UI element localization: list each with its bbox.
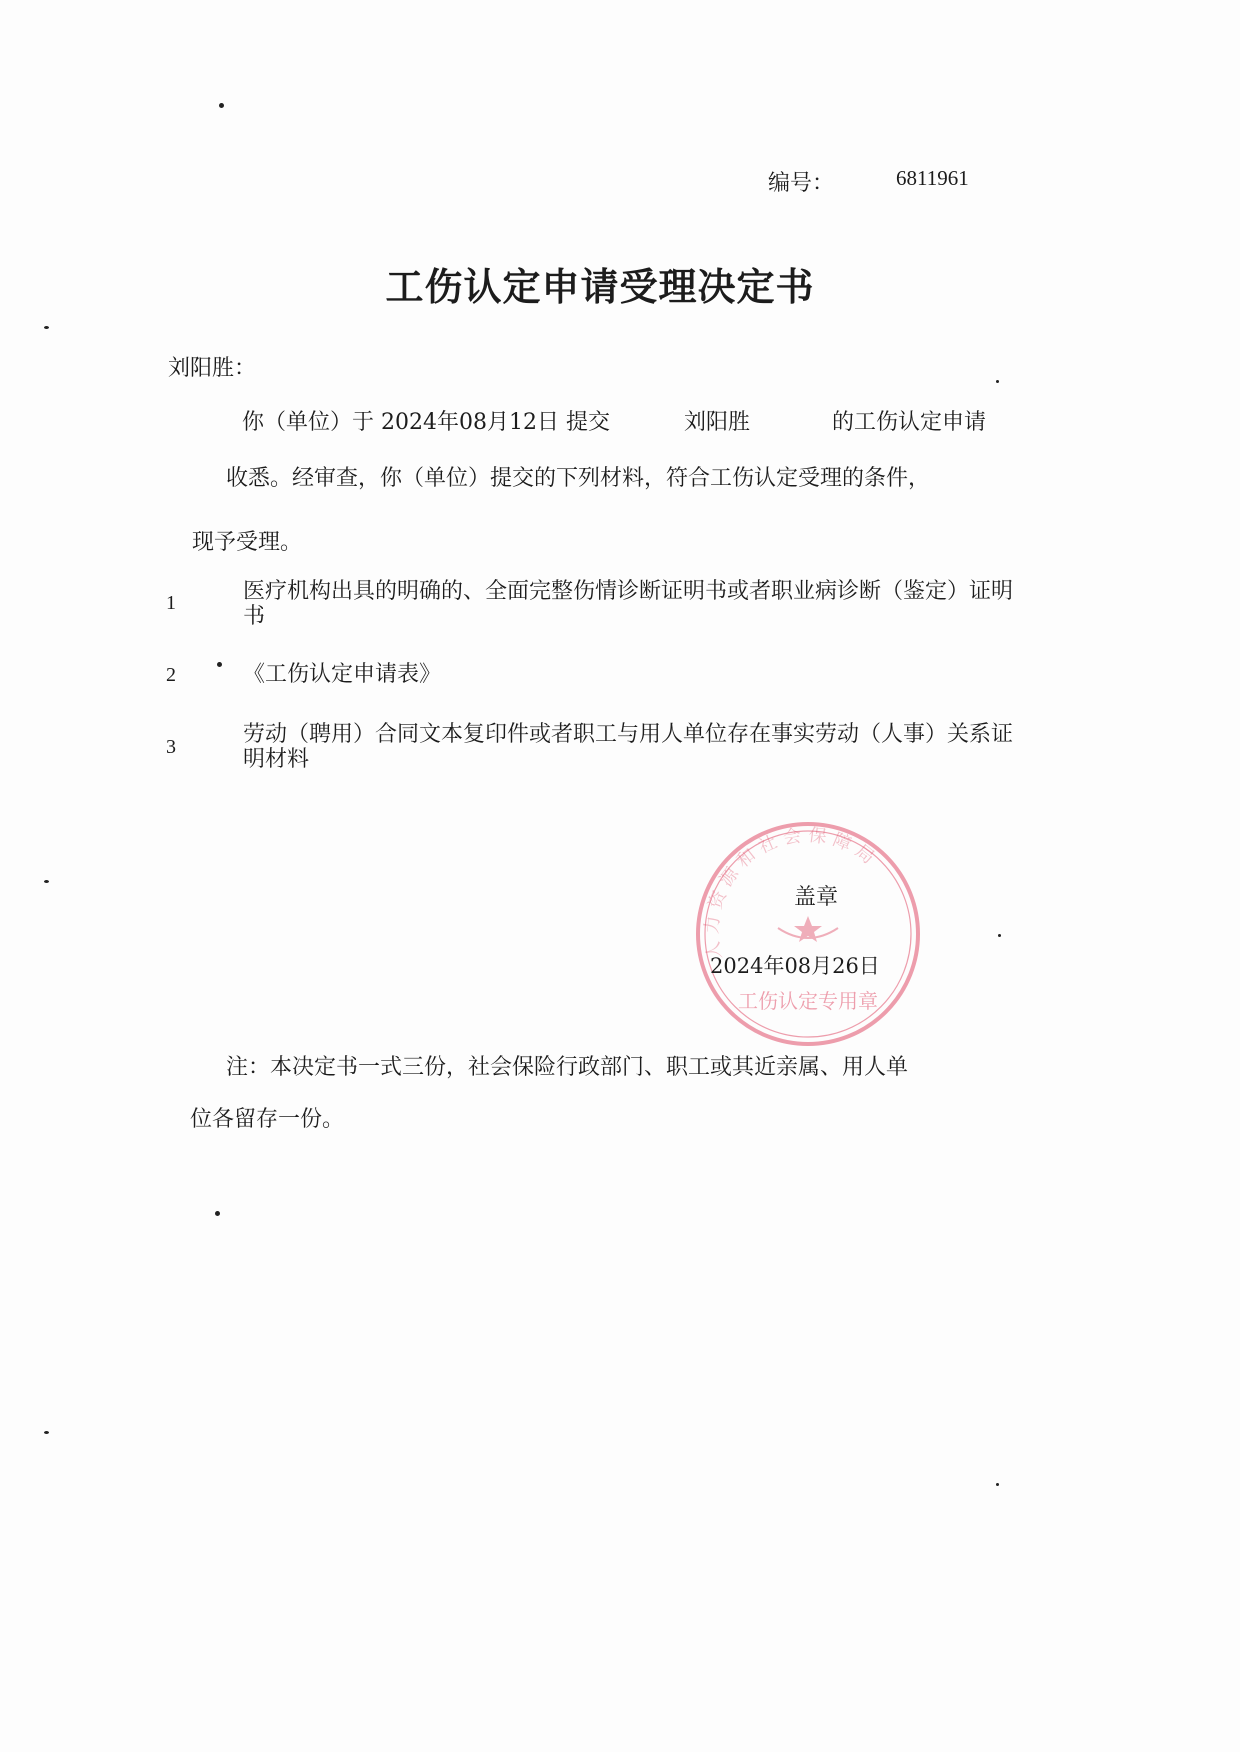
official-seal	[692, 818, 924, 1050]
material-text: 医疗机构出具的明确的、全面完整伤情诊断证明书或者职业病诊断（鉴定）证明书	[243, 579, 1014, 629]
addressee: 刘阳胜：	[168, 356, 257, 381]
note-line-2: 位各留存一份。	[190, 1107, 345, 1132]
svg-text:人力资源和社会保障局: 人力资源和社会保障局	[701, 824, 883, 962]
scan-speck	[44, 326, 49, 329]
seal-label: 盖章	[794, 885, 839, 910]
scan-speck	[996, 380, 999, 383]
material-text: 劳动（聘用）合同文本复印件或者职工与用人单位存在事实劳动（人事）关系证明材料	[243, 722, 1014, 772]
seal-stamp-text: 工伤认定专用章	[738, 989, 878, 1013]
material-number: 2	[166, 664, 176, 686]
scan-speck	[215, 1211, 220, 1216]
scan-speck	[44, 1431, 49, 1434]
document-title: 工伤认定申请受理决定书	[385, 265, 815, 309]
material-text: 《工伤认定申请表》	[243, 662, 442, 687]
scan-speck	[219, 103, 224, 108]
decision-date: 2024年08月26日	[710, 954, 880, 978]
body-line-3: 现予受理。	[192, 530, 303, 555]
material-number: 3	[166, 736, 176, 758]
doc-number-label: 编号：	[768, 171, 835, 196]
material-number: 1	[166, 592, 176, 614]
note-line-1: 注：本决定书一式三份，社会保险行政部门、职工或其近亲属、用人单	[226, 1055, 909, 1080]
scan-speck	[998, 934, 1001, 937]
applicant-name: 刘阳胜	[684, 410, 751, 435]
scan-speck	[217, 662, 222, 667]
doc-number-value: 6811961	[896, 166, 969, 190]
scan-speck	[44, 880, 49, 883]
body-line-1-prefix: 你（单位）于 2024年08月12日 提交	[242, 410, 610, 435]
body-line-2: 收悉。经审查，你（单位）提交的下列材料，符合工伤认定受理的条件，	[226, 466, 931, 491]
scan-speck	[996, 1483, 999, 1486]
body-line-1-suffix: 的工伤认定申请	[832, 410, 987, 435]
